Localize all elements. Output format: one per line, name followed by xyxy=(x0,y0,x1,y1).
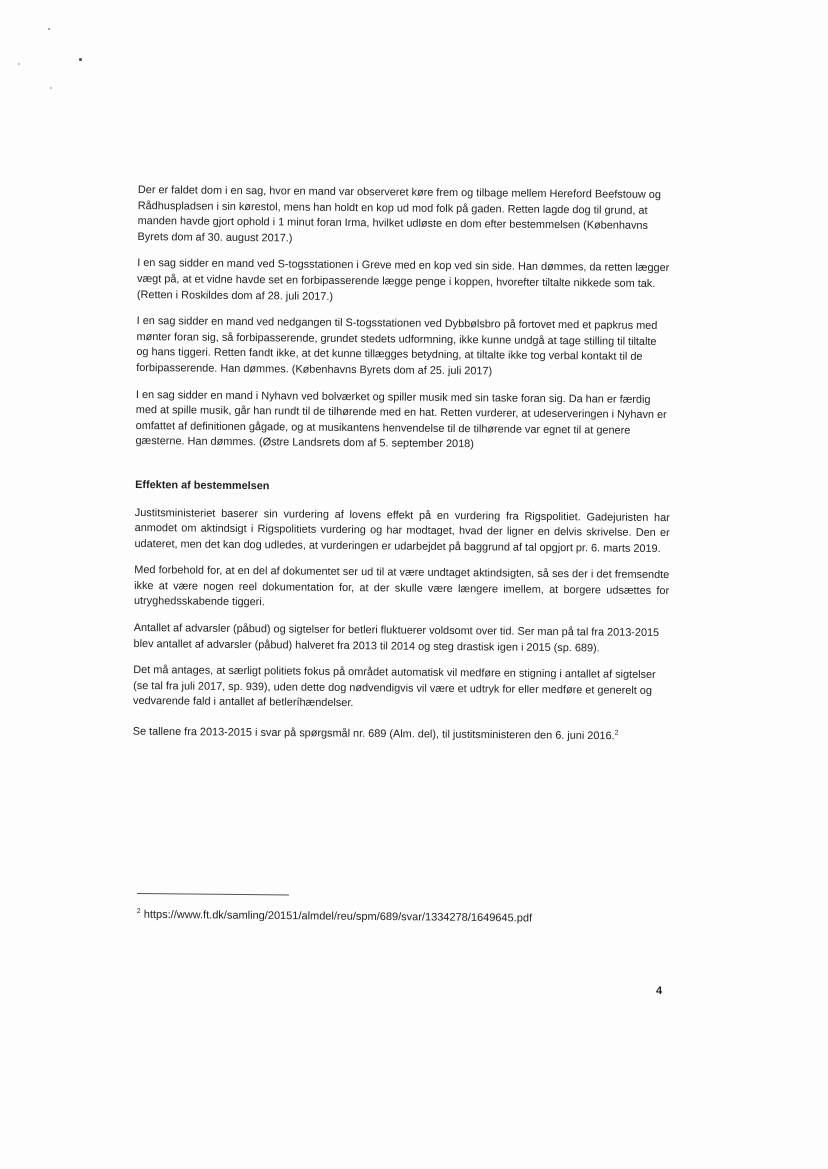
footnote-area xyxy=(137,893,533,925)
page-number: 4 xyxy=(656,985,663,997)
scan-speck xyxy=(79,58,82,61)
footnote-mark: 2 xyxy=(136,907,141,916)
effect-paragraph-4: Det må antages, at særligt politiets fokus på området automatisk vil medføre en stigning i antallet af sigtelser (se tal fra juli 2017, sp. 939), uden dette dog nødvendigvis vil være et udtryk for eller medføre et generelt og vedvarende fald i antallet af betleríhændelser. xyxy=(132,664,656,710)
footnote xyxy=(137,905,532,925)
closing-line xyxy=(133,721,668,745)
effect-paragraph-1: Justitsministeriet baserer sin vurdering af lovens effekt på en vurdering fra Rigspolitiet. Gadejuristen har anmodet om aktindsigt i Rigspolitiets vurdering og har modtaget, hvad der ligner en delvis skrivelse. Den er udateret, men det kan dog udledes, at vurderingen er udarbejdet på baggrund af tal opgjort pr. 6. marts 2019. xyxy=(134,506,670,555)
case-paragraph-4: I en sag sidder en mand i Nyhavn ved bolværket og spiller musik med sin taske foran sig. Da han er færdig med at spille musik, går han rundt til de tilhørende med en hat. Retten vurderer, at udeserveringen i Nyhavn er omfattet af definitionen gågade, og at musikantens henvendelse til de tilhørende var egnet til at genere gæsterne. Han dømmes. (Østre Landsrets dom af 5. september 2018) xyxy=(135,388,667,451)
case-paragraph-3: I en sag sidder en mand ved nedgangen til S-togsstationen ved Dybbølsbro på fortovet med et papkrus med mønter foran sig, så forbipasserende, grundet stedets udformning, ikke kunne undgå at tage stilling til tiltalte og hans tiggeri. Retten fandt ikke, at det kunne tillægges betydning, at tiltalte ikke tog verbal kontakt til de forbipasserende. Han dømmes. (Københavns Byrets dom af 25. juli 2017) xyxy=(136,315,658,378)
scan-speck xyxy=(48,28,50,30)
footnote-divider xyxy=(137,893,289,895)
scan-speck xyxy=(18,63,20,65)
footnote-url[interactable]: https://www.ft.dk/samling/20151/almdel/reu/spm/689/svar/1334278/1649645.pdf xyxy=(143,908,533,925)
case-paragraph-1: Der er faldet dom i en sag, hvor en mand var observeret køre frem og tilbage mellem Hereford Beefstouw og Rådhuspladsen i sin kørestol, mens han holdt en kop ud mod folk på gaden. Retten lagde dog til grund, at manden havde gjort ophold i 1 minut foran Irma, hvilket udløste en dom efter bestemmelsen (Københavns Byrets dom af 30. august 2017.) xyxy=(137,183,661,245)
footnote-reference: 2 xyxy=(614,729,619,737)
section-heading: Effekten af bestemmelsen xyxy=(135,478,270,493)
document-body xyxy=(133,183,673,756)
effect-paragraph-3: Antallet af advarsler (påbud) og sigtelser for betleri fluktuerer voldsomt over tid. Ser man på tal fra 2013-2015 blev antallet af advarsler (påbud) halveret fra 2013 til 2014 og steg drastisk igen i 2015 (sp. 689). xyxy=(133,622,660,655)
scan-speck xyxy=(50,87,52,89)
effect-paragraph-2: Med forbehold for, at en del af dokumentet ser ud til at være undtaget aktindsigten, så ses der i det fremsendte ikke at være nogen reel dokumentation for, at der skulle være længere imellem, at borgere udsættes for utryghedsskabende tiggeri. xyxy=(133,564,670,609)
case-paragraph-2: I en sag sidder en mand ved S-togsstationen i Greve med en kop ved sin side. Han dømmes, da retten lægger vægt på, at et vidne havde set en forbipasserende lægge penge i koppen, hvorefter tiltalte nikkede som tak. (Retten i Roskildes dom af 28. juli 2017.) xyxy=(136,257,670,303)
closing-line-text: Se tallene fra 2013-2015 i svar på spørgsmål nr. 689 (Alm. del), til justitsministeren den 6. juni 2016. xyxy=(132,725,615,743)
